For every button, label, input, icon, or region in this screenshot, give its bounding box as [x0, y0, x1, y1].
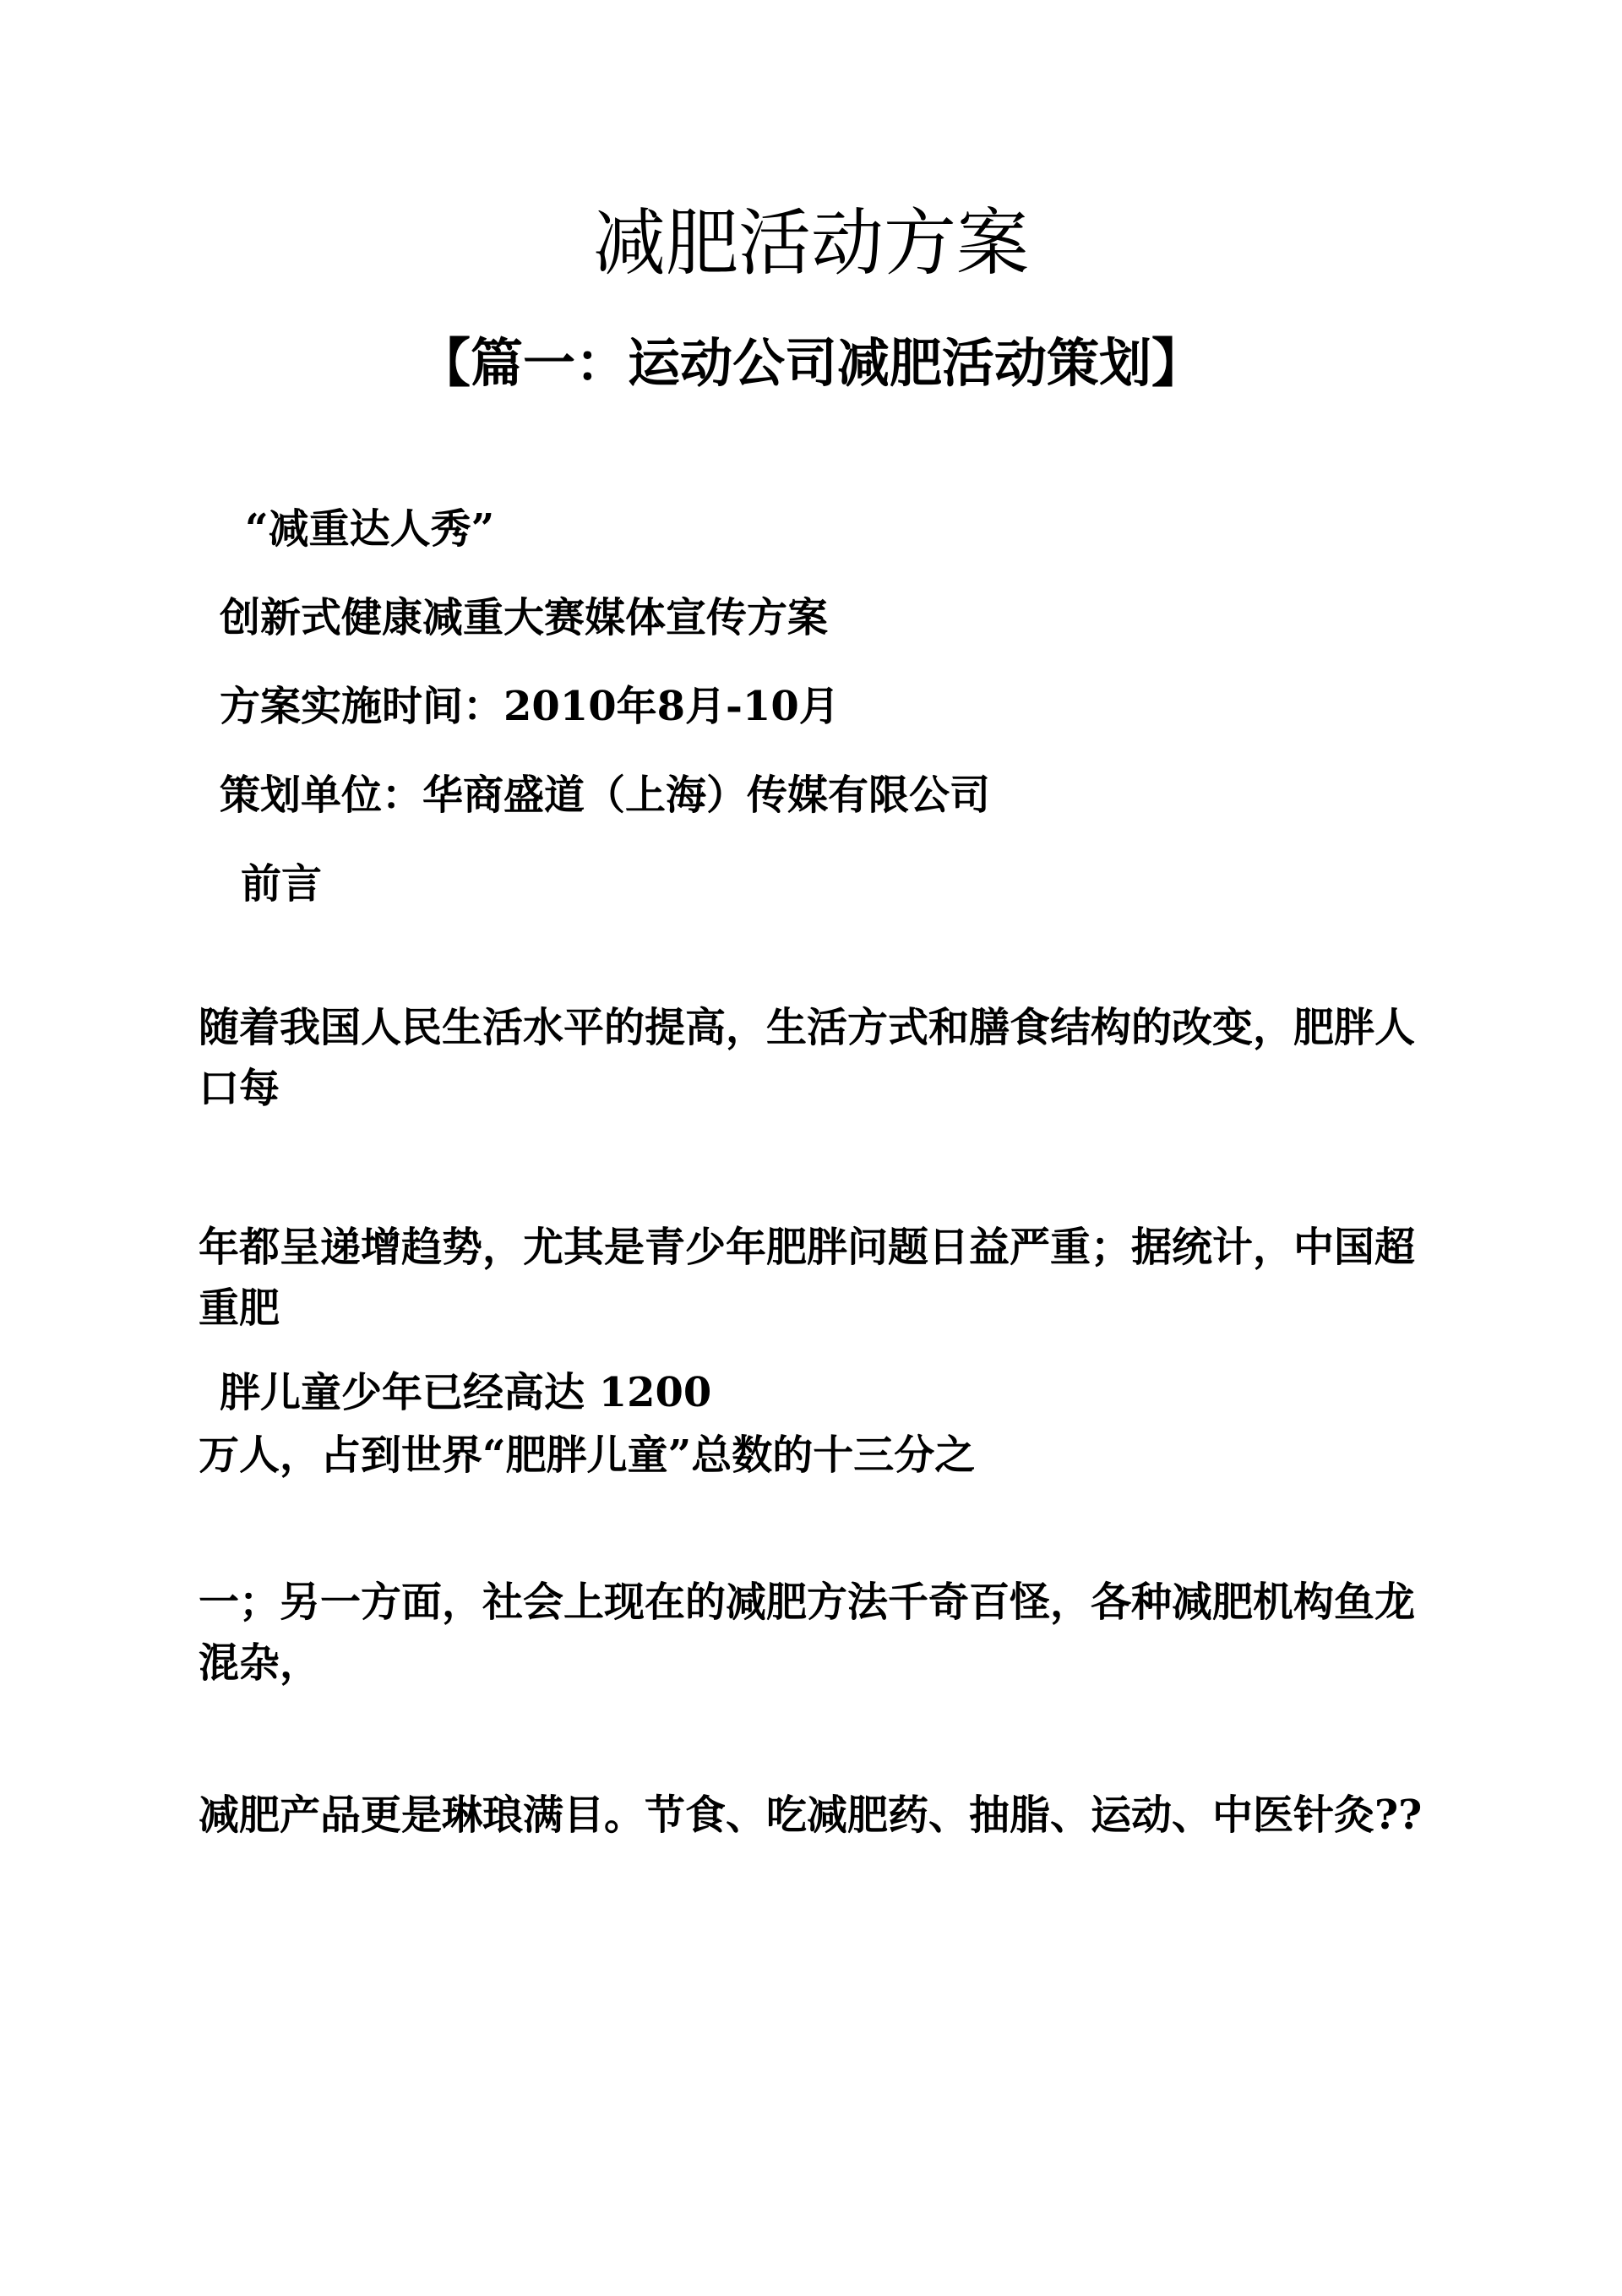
- body-paragraph-3: 胖儿童少年已经高达 1200: [220, 1369, 712, 1416]
- document-title: 减肥活动方案: [593, 201, 1029, 286]
- body-paragraph-1: 随着我国人民生活水平的提高，生活方式和膳食结构的改变，肥胖人口每: [199, 1004, 1416, 1112]
- organizer-line: 策划单位：华商盛道（上海）传媒有限公司: [220, 772, 991, 819]
- body-paragraph-6: 减肥产品更是琳琅满目。节食、吃减肥药、抽脂、运动、中医针灸??: [199, 1792, 1423, 1839]
- slogan-line: “减重达人秀”: [245, 505, 495, 553]
- body-paragraph-2: 年都呈递增趋势，尤其是青少年肥胖问题日益严重；据统计，中国超重肥: [199, 1224, 1416, 1332]
- preface-heading: 前言: [241, 860, 323, 908]
- body-paragraph-5: 一；另一方面，社会上现在的减肥方法千奇百怪，各种减肥机构鱼龙混杂，: [199, 1579, 1416, 1687]
- schedule-line: 方案实施时间：2010年8月-10月: [220, 683, 840, 730]
- document-subtitle: 【篇一：运动公司减肥活动策划】: [417, 332, 1204, 394]
- plan-name-line: 创新式健康减重大赛媒体宣传方案: [220, 594, 829, 641]
- body-paragraph-4: 万人，占到世界“肥胖儿童”总数的十三分之: [199, 1432, 976, 1479]
